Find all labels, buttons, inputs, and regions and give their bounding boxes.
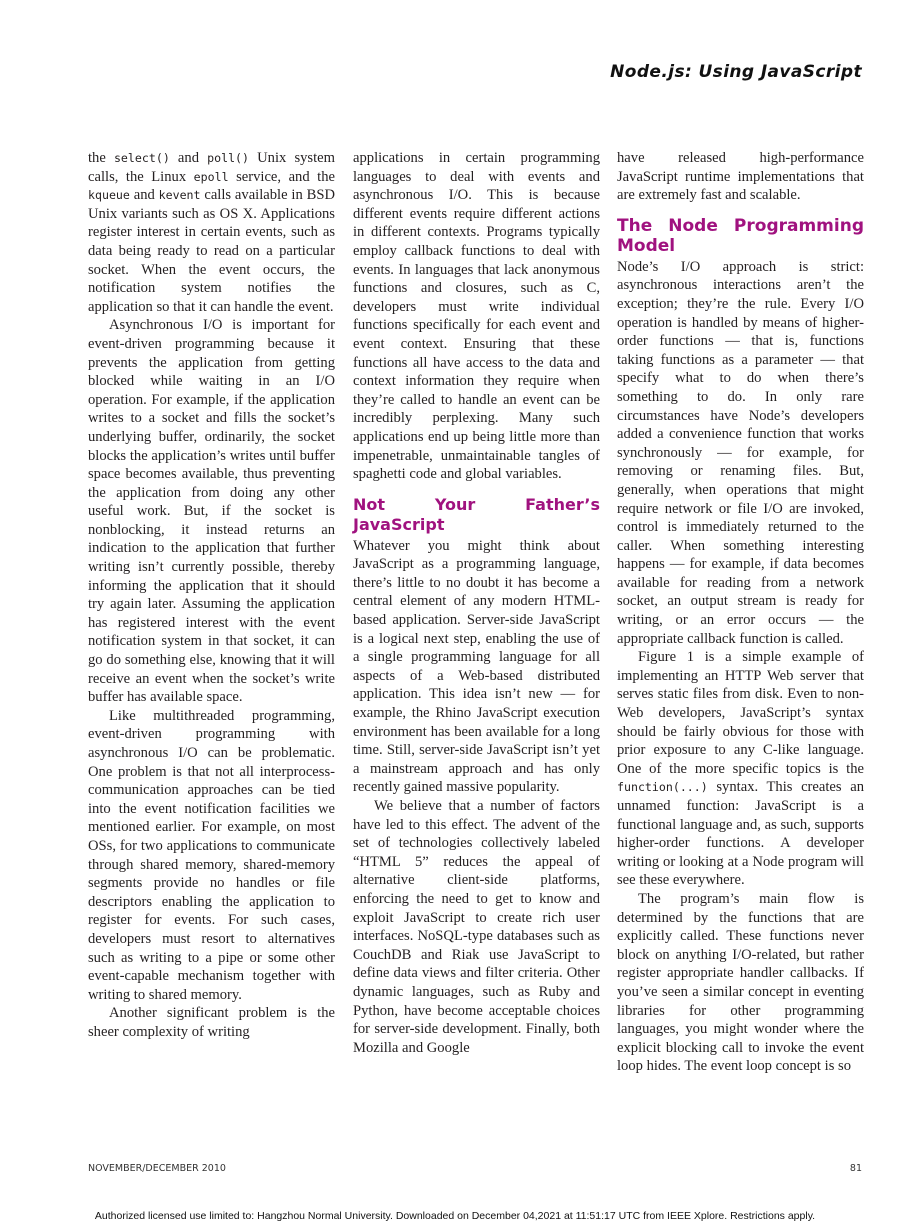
inline-code: kevent: [158, 188, 201, 203]
inline-code: epoll: [193, 169, 229, 184]
paragraph: applications in certain programming languages to deal with events and asynchronous I/O. This is because different events require different actions in different contexts. Programs typically employ callback functions to deal with events. In languages that lack anonymous functions and closures, such as C, developers must write individual functions specifically for each event and event context. Ensuring that these functions all have access to the data and context information they require when they’re called to handle an event can be incredibly perplexing. Many such applications end up being little more than impenetrable, unmaintainable tangles of spaghetti code and global variables.: [353, 150, 600, 483]
paragraph: Node’s I/O approach is strict: asynchronous interactions aren’t the exception; they’re the rule. Every I/O operation is handled by means of higher-order functions — that is, functions taking functions as a parameter — that specify what to do when there’s something to do. In only rare circumstances have Node’s developers added a convenience function that works synchronously — for example, for removing or renaming files. But, generally, when operations that might require network or file I/O are invoked, control is immediately returned to the caller. When something interesting happens — for example, if data becomes available for reading from a network socket, an output stream is ready for writing, or an error occurs — the appropriate callback function is called.: [617, 258, 864, 647]
section-heading: Not Your Father’s JavaScript: [353, 494, 600, 534]
inline-code: poll(): [207, 151, 250, 165]
paragraph: have released high-performance JavaScript runtime implementations that are extremely fast and scalable.: [617, 150, 864, 204]
paragraph: Like multithreaded programming, event-driven programming with asynchronous I/O can be problematic. One problem is that not all interprocess-communication approaches can be tied into the event notification facilities we mentioned earlier. For example, on most OSs, for two applications to communicate through shared memory, shared-memory segments provide no handles or file descriptors enabling the application to register for events. For such cases, developers must resort to alternatives such as writing to a pipe or some other event-capable mechanism together with writing to shared memory.: [88, 707, 335, 1003]
footer-page-number: 81: [849, 1163, 862, 1174]
inline-code: function(...): [617, 780, 708, 795]
paragraph: Figure 1 is a simple example of implementing an HTTP Web server that serves static files from disk. Even to non-Web developers, JavaScript’s syntax should be fairly obvious for those with prior exposure to any C-like language. One of the more specific topics is the function(...) syntax. This creates an unnamed function: JavaScript is a functional language and, as such, supports higher-order functions. A developer writing or looking at a Node program will see these everywhere.: [617, 649, 864, 889]
license-notice: Authorized licensed use limited to: Hangzhou Normal University. Downloaded on December 04,2021 at 11:51:17 UTC from IEEE Xplore. Restrictions apply.: [94, 1210, 816, 1222]
column-2: [353, 149, 600, 1057]
column-3: [617, 149, 864, 1076]
footer-issue: NOVEMBER/DECEMBER 2010: [88, 1163, 226, 1174]
paragraph: the select() and poll() Unix system calls, the Linux epoll service, and the kqueue and kevent calls available in BSD Unix variants such as OS X. Applications register interest in certain events, such as data being ready to read on a particular socket. When the event occurs, the notification system notifies the application so that it can handle the event.: [88, 150, 335, 315]
running-head: Node.js: Using JavaScript: [610, 62, 862, 82]
section-heading: The Node Programming Model: [617, 215, 864, 256]
paragraph: Another significant problem is the sheer complexity of writing: [88, 1005, 335, 1040]
paragraph: Asynchronous I/O is important for event-driven programming because it prevents the application from getting blocked while waiting in an I/O operation. For example, if the application writes to a socket and fills the socket’s underlying buffer, ordinarily, the socket blocks the application’s writes until buffer space becomes available, thus preventing the application from doing any other useful work. But, if the socket is nonblocking, it instead returns an indication to the application that further writing isn’t currently possible, thereby informing the application that it should try again later. Assuming the application has registered interest with the event notification system in that socket, it can go do something else, knowing that it will receive an event when the socket’s write buffer has available space.: [88, 317, 335, 706]
inline-code: select(): [113, 151, 170, 165]
inline-code: kqueue: [88, 188, 130, 203]
column-1: [88, 149, 335, 1042]
paragraph: We believe that a number of factors have led to this effect. The advent of the set of technologies collectively labeled “HTML 5” reduces the appeal of alternative client-side platforms, enforcing the need to get to know and exploit JavaScript to create rich user interfaces. NoSQL-type databases such as CouchDB and Riak use JavaScript to define data views and filter criteria. Other dynamic languages, such as Ruby and Python, have become acceptable choices for server-side development. Finally, both Mozilla and Google: [353, 798, 600, 1056]
paragraph: The program’s main flow is determined by the functions that are explicitly called. These functions never block on anything I/O-related, but rather register appropriate handler callbacks. If you’ve seen a similar concept in eventing libraries for other programming languages, you might wonder where the explicit blocking call to invoke the event loop hides. The event loop concept is so: [617, 890, 864, 1075]
paragraph: Whatever you might think about JavaScript as a programming language, there’s little to no doubt it has become a central element of any modern HTML-based application. Server-side JavaScript is a logical next step, enabling the use of a single programming language for all aspects of a Web-based distributed application. This idea isn’t new — for example, the Rhino JavaScript execution environment has been available for a long time. Still, server-side JavaScript isn’t yet a mainstream approach and has only recently gained massive popularity.: [353, 537, 600, 796]
